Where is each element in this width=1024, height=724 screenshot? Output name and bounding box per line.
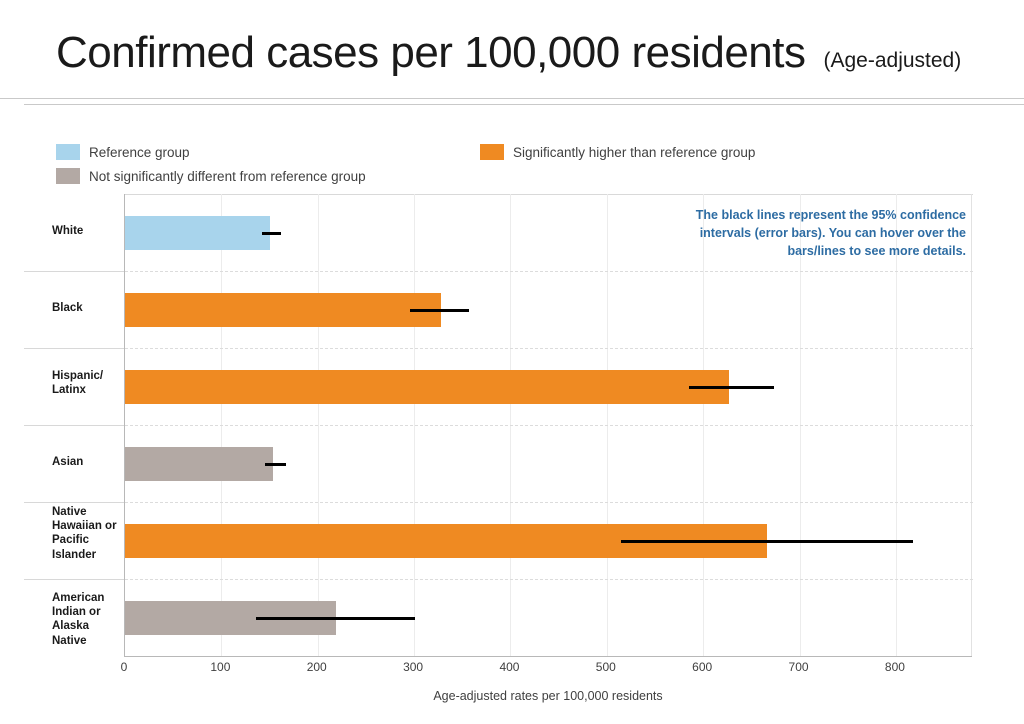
error-bar[interactable]: [410, 309, 469, 312]
legend-label-significantly-higher: Significantly higher than reference group: [513, 144, 756, 160]
x-tick-label: 400: [499, 660, 520, 674]
category-label: Native Hawaiian or Pacific Islander: [52, 505, 117, 561]
category-separator: [24, 348, 124, 349]
plot-top-border: [125, 194, 973, 195]
category-separator: [24, 502, 124, 503]
left-margin-strip: [0, 104, 24, 724]
legend-item-not-significant: [56, 168, 366, 184]
title-row: [56, 28, 961, 78]
x-tick-label: 0: [120, 660, 128, 674]
category-separator: [24, 579, 124, 580]
legend-item-reference-group: [56, 144, 190, 160]
chart-annotation: The black lines represent the 95% confidence intervals (error bars). You can hover over the bars/lines to see more details.: [695, 208, 966, 259]
bar[interactable]: [125, 370, 729, 404]
x-tick-label: 500: [595, 660, 616, 674]
row-separator: [125, 348, 973, 349]
category-label: American Indian or Alaska Native: [52, 591, 105, 647]
x-tick-label: 200: [306, 660, 327, 674]
legend-item-significantly-higher: [480, 144, 755, 160]
bar[interactable]: [125, 293, 441, 327]
category-label: White: [52, 224, 84, 237]
x-tick-label: 300: [403, 660, 424, 674]
x-tick-label: 100: [210, 660, 231, 674]
page-subtitle: (Age-adjusted): [823, 49, 962, 72]
error-bar[interactable]: [621, 540, 913, 543]
bar[interactable]: [125, 447, 273, 481]
page-title: Confirmed cases per 100,000 residents: [56, 28, 806, 77]
x-tick-label: 600: [692, 660, 713, 674]
header: [0, 0, 1024, 104]
bar[interactable]: [125, 216, 270, 250]
legend-swatch-reference-group: [56, 144, 80, 160]
header-divider: [0, 98, 1024, 105]
row-separator: [125, 502, 973, 503]
legend-label-reference-group: Reference group: [89, 144, 190, 160]
category-label: Asian: [52, 455, 84, 468]
error-bar[interactable]: [689, 386, 774, 389]
chart-legend: [56, 142, 986, 190]
x-tick-label: 700: [788, 660, 809, 674]
legend-swatch-significantly-higher: [480, 144, 504, 160]
legend-swatch-not-significant: [56, 168, 80, 184]
legend-label-not-significant: Not significantly different from reference group: [89, 168, 366, 184]
error-bar[interactable]: [265, 463, 286, 466]
category-separator: [24, 271, 124, 272]
row-separator: [125, 579, 973, 580]
category-separator: [24, 425, 124, 426]
plot-area: [124, 194, 972, 656]
x-axis-title: Age-adjusted rates per 100,000 residents: [433, 689, 663, 703]
category-label: Black: [52, 301, 83, 314]
x-axis: [124, 656, 972, 657]
error-bar[interactable]: [256, 617, 415, 620]
bottom-margin-strip: [0, 716, 1024, 724]
category-label: Hispanic/ Latinx: [52, 369, 104, 396]
bar-chart: [24, 194, 972, 724]
x-tick-label: 800: [884, 660, 905, 674]
row-separator: [125, 425, 973, 426]
error-bar[interactable]: [262, 232, 281, 235]
row-separator: [125, 271, 973, 272]
